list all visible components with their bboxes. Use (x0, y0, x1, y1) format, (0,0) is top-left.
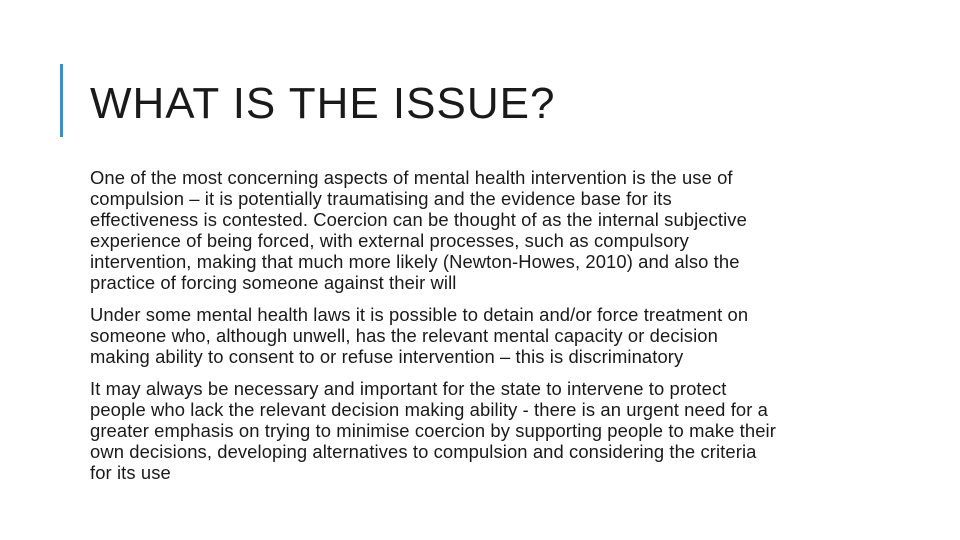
slide-body (90, 167, 778, 494)
body-paragraph-compulsion: One of the most concerning aspects of mental health intervention is the use of compulsion – it is potentially traumatising and the evidence base for its effectiveness is contested. Coercion can be thought of as the internal subjective experience of being forced, with external processes, such as compulsory intervention, making that much more likely (Newton-Howes, 2010) and also the practice of forcing someone against their will (90, 167, 747, 293)
body-paragraph-mental-health-laws: Under some mental health laws it is possible to detain and/or force treatment on someone who, although unwell, has the relevant mental capacity or decision making ability to consent to or refuse intervention – this is discriminatory (90, 304, 749, 367)
body-paragraph-state-intervention: It may always be necessary and important for the state to intervene to protect people who lack the relevant decision making ability - there is an urgent need for a greater emphasis on trying to minimise coercion by supporting people to make their own decisions, developing alternatives to compulsion and considering the criteria for its use (90, 378, 776, 483)
slide-title: WHAT IS THE ISSUE? (90, 79, 556, 128)
title-accent-bar (60, 64, 63, 137)
